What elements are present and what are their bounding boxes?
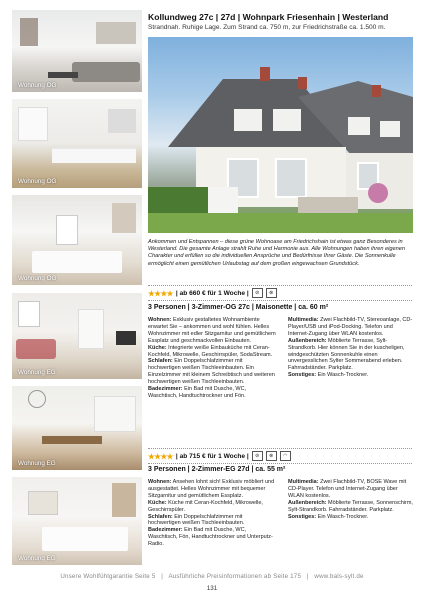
unit-2-details-right: [288, 479, 414, 520]
detail-multimedia: Multimedia: Zwei Flachbild-TV, Stereoanlage, CD-Player/USB und iPod-Docking. Telefon und Internet-Zugang über WLAN kostenlos.: [288, 317, 413, 337]
photo-caption: Wohnung EG: [18, 460, 56, 467]
offer-line-unit-1: [148, 287, 277, 299]
detail-schlafen: Schlafen: Ein Doppelschlafzimmer mit hochwertigen weißen Tischleeinbauten. Ein Einzelzimmer mit kleinem Schreibtisch und weiteren hochwertigen weißen Tischleeinbauten.: [148, 358, 275, 386]
detail-sonstiges: Sonstiges: Ein Wasch-Trockner.: [288, 513, 369, 520]
photo-caption: Wohnung OG: [18, 178, 57, 185]
star-rating: ★★★★: [148, 451, 173, 461]
detail-schlafen: Schlafen: Ein Doppelschlafzimmer mit hochwertigen weißen Tischleeinbauten.: [148, 513, 245, 527]
divider: [148, 448, 412, 449]
no-smoking-icon: ⊘: [252, 288, 263, 298]
offer-line-unit-2: [148, 450, 291, 462]
photo-dining-eg: [12, 386, 142, 470]
photo-living-room-og: [12, 10, 142, 92]
price-text: | ab 660 € für 1 Woche |: [175, 289, 249, 297]
detail-kueche: Küche: Küche mit Ceran-Kochfeld, Mikrowelle, Geschirrspüler.: [148, 499, 263, 513]
photo-bedroom-eg: [12, 477, 142, 565]
detail-multimedia: Multimedia: Zwei Flachbild-TV, BOSE Wave mit CD-Player. Telefon und Internet-Zugang über WLAN kostenlos.: [288, 479, 407, 499]
no-smoking-icon: ⊘: [252, 451, 263, 461]
photo-caption: Wohnung EG: [18, 555, 56, 562]
wlan-icon: ◠: [280, 451, 291, 461]
detail-kueche: Küche: Integrierte weiße Einbauküche mit Ceran-Kochfeld, Mikrowelle, Geschirrspüler, SodaStream.: [148, 344, 273, 358]
star-rating: ★★★★: [148, 288, 173, 298]
page-subtitle: Strandnah. Ruhige Lage. Zum Strand ca. 750 m, zur Friedrichstraße ca. 1.500 m.: [148, 24, 386, 31]
intro-text: Ankommen und Entspannen – diese grüne Wohnoase am Friedrichshain ist etwas ganz Besonderes in Westerland. Die gesamte Anlage strahlt Ruhe und Harmonie aus. Alle Wohnungen haben ihren eigenen Charakter und erfüllen so die individuellen Ansprüche und Bedürfnisse Ihrer Gäste. Die Sonnenkulle ermöglicht einen gemütlichen Urlaubstag auf dem großen eingewachsen Grundstück.: [148, 239, 405, 267]
unit-1-headline: 3 Personen | 3-Zimmer-OG 27c | Maisonette | ca. 60 m²: [148, 304, 329, 311]
unit-1-details-left: [148, 317, 276, 400]
no-pets-icon: ⊗: [266, 288, 277, 298]
no-pets-icon: ⊗: [266, 451, 277, 461]
detail-bad: Badezimmer: Ein Bad mit Dusche, WC, Waschtisch, Fön, Handtuchtrockner und Unterputz-Radio.: [148, 527, 273, 548]
page-title: Kollundweg 27c | 27d | Wohnpark Friesenhain | Westerland: [148, 12, 389, 22]
price-text: | ab 715 € für 1 Woche |: [175, 452, 249, 460]
unit-2-headline: 3 Personen | 2-Zimmer-EG 27d | ca. 55 m²: [148, 466, 286, 473]
detail-aussenbereich: Außenbereich: Möblierte Terrasse, Sonnenschirm, Sylt-Strandkorb. Fahrradständer. Parkplatz.: [288, 499, 413, 513]
detail-sonstiges: Sonstiges: Ein Wasch-Trockner.: [288, 372, 369, 379]
house-exterior-photo: [148, 37, 413, 233]
photo-caption: Wohnung EG: [18, 369, 56, 376]
photo-caption: Wohnung OG: [18, 275, 57, 282]
unit-2-details-left: [148, 479, 276, 548]
detail-wohnen: Wohnen: Exklusiv gestaltetes Wohnambiente erwartet Sie – ankommen und wohl fühlen. Helles Wohnzimmer mit edler Sitzgarnitur und gemütlichem Essplatz und geschmackvollen Einbauten.: [148, 317, 276, 344]
divider: [148, 300, 412, 301]
footer-links: Unsere Wohlfühlgarantie Seite 5 | Ausführliche Preisinformationen ab Seite 175 | www.bals-sylt.de: [60, 573, 364, 580]
divider: [148, 463, 412, 464]
detail-aussenbereich: Außenbereich: Möblierte Terrasse, Sylt-Strandkorb. Hier können Sie in der kuscheligen, windgeschützten Sonnenkuhle einen unvergesslichen Sylter Sommerabend erleben. Fahrradständer. Parkplatz.: [288, 337, 405, 372]
page-number: 131: [206, 585, 218, 592]
photo-caption: Wohnung OG: [18, 82, 57, 89]
unit-1-details-right: [288, 317, 414, 379]
photo-bedroom-og: [12, 195, 142, 285]
detail-wohnen: Wohnen: Ansehen lohnt sich! Exklusiv möbliert und ausgestattet. Helles Wohnzimmer mit bequemer Sitzgarnitur und gemütlichem Essplatz.: [148, 479, 275, 499]
photo-kitchen-og: [12, 99, 142, 188]
detail-bad: Badezimmer: Ein Bad mit Dusche, WC, Waschtisch, Handtuchtrockner und Fön.: [148, 386, 247, 399]
photo-living-room-eg: [12, 293, 142, 379]
divider: [148, 285, 412, 286]
